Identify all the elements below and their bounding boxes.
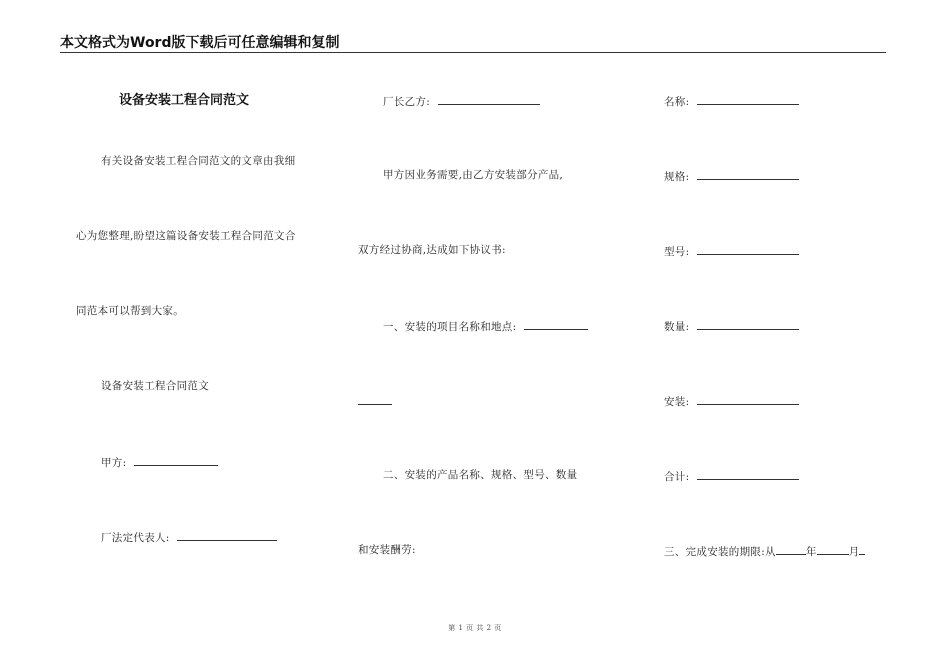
item1-continuation bbox=[358, 393, 392, 409]
deadline-field bbox=[664, 543, 865, 559]
install-label: 安装: bbox=[664, 396, 690, 408]
deadline-year-blank bbox=[776, 543, 806, 555]
model-label: 型号: bbox=[664, 246, 690, 258]
deadline-month-label: 月 bbox=[848, 546, 860, 558]
party-a-blank bbox=[134, 454, 218, 466]
intro-line-1: 有关设备安装工程合同范文的文章由我细 bbox=[101, 155, 296, 167]
quantity-field bbox=[664, 318, 799, 334]
para1-line-2: 双方经过协商,达成如下协议书: bbox=[358, 244, 506, 256]
item1-field bbox=[383, 318, 588, 334]
document-title: 设备安装工程合同范文 bbox=[119, 93, 250, 108]
factory-b-label: 厂长乙方: bbox=[383, 96, 431, 108]
intro-line-2: 心为您整理,盼望这篇设备安装工程合同范文合 bbox=[76, 230, 296, 242]
intro-line-3: 同范本可以帮到大家。 bbox=[76, 305, 184, 317]
quantity-label: 数量: bbox=[664, 321, 690, 333]
total-label: 合计: bbox=[664, 471, 690, 483]
deadline-label: 三、完成安装的期限:从 bbox=[664, 546, 776, 558]
name-label: 名称: bbox=[664, 96, 690, 108]
subtitle: 设备安装工程合同范文 bbox=[101, 380, 209, 392]
total-blank bbox=[697, 468, 799, 480]
name-field bbox=[664, 93, 799, 109]
page-header bbox=[60, 34, 886, 53]
quantity-blank bbox=[697, 318, 799, 330]
spec-field bbox=[664, 168, 799, 184]
total-field bbox=[664, 468, 799, 484]
deadline-year-label: 年 bbox=[805, 546, 817, 558]
legal-rep-label: 厂法定代表人: bbox=[101, 532, 170, 544]
item1-blank-continued bbox=[358, 393, 392, 405]
item1-blank bbox=[524, 318, 588, 330]
party-a-field bbox=[101, 454, 218, 470]
spec-label: 规格: bbox=[664, 171, 690, 183]
spec-blank bbox=[697, 168, 799, 180]
para1-line-1: 甲方因业务需要,由乙方安装部分产品, bbox=[383, 169, 564, 181]
header-text: 本文格式为Word版下载后可任意编辑和复制 bbox=[60, 35, 340, 51]
deadline-day-blank bbox=[859, 543, 865, 555]
install-blank bbox=[697, 393, 799, 405]
item2-line-2: 和安装酬劳: bbox=[358, 544, 416, 556]
legal-rep-blank bbox=[177, 529, 277, 541]
factory-b-field bbox=[383, 93, 540, 109]
name-blank bbox=[697, 93, 799, 105]
deadline-month-blank bbox=[817, 543, 849, 555]
party-a-label: 甲方: bbox=[101, 457, 127, 469]
item1-label: 一、安装的项目名称和地点: bbox=[383, 321, 517, 333]
item2-line-1: 二、安装的产品名称、规格、型号、数量 bbox=[383, 469, 578, 481]
model-field bbox=[664, 243, 799, 259]
model-blank bbox=[697, 243, 799, 255]
factory-b-blank bbox=[438, 93, 540, 105]
legal-rep-field bbox=[101, 529, 277, 545]
page-footer: 第 1 页 共 2 页 bbox=[448, 624, 502, 632]
install-field bbox=[664, 393, 799, 409]
